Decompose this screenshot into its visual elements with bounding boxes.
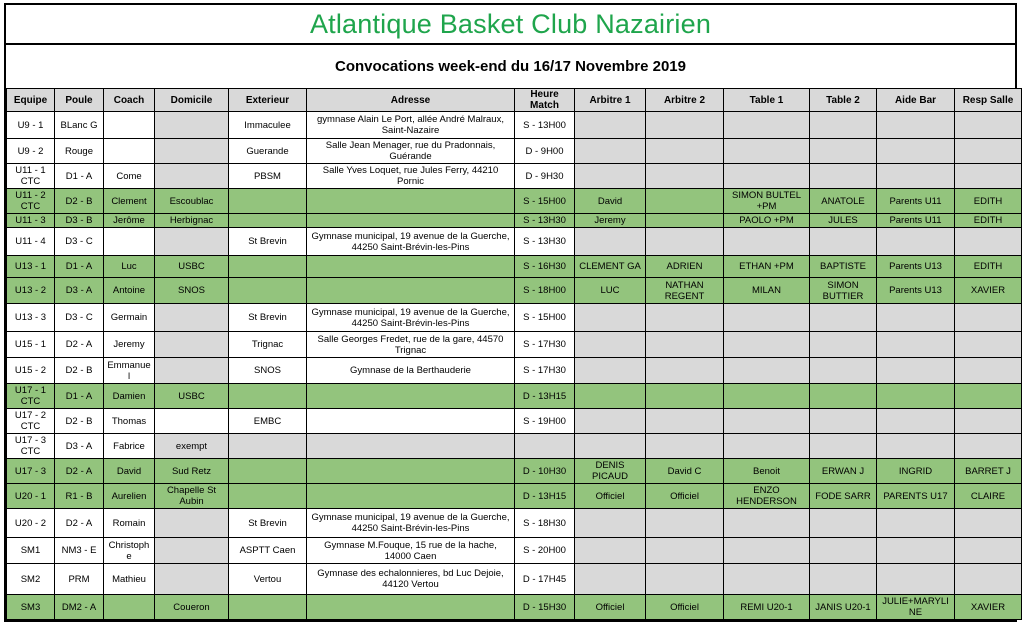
cell-resp-salle xyxy=(955,409,1022,434)
cell-table-2: SIMON BUTTIER xyxy=(810,278,877,304)
column-header-domicile: Domicile xyxy=(155,89,229,112)
cell-table-1 xyxy=(724,139,810,164)
cell-aide-bar xyxy=(877,409,955,434)
club-title: Atlantique Basket Club Nazairien xyxy=(6,5,1015,45)
cell-table-1: ETHAN +PM xyxy=(724,256,810,278)
cell-domicile xyxy=(155,409,229,434)
cell-arbitre-2 xyxy=(646,509,724,538)
cell-table-1 xyxy=(724,509,810,538)
cell-poule: D2 - B xyxy=(55,409,104,434)
cell-arbitre-2: Officiel xyxy=(646,484,724,509)
cell-adresse: Salle Yves Loquet, rue Jules Ferry, 44210 Pornic xyxy=(307,164,515,189)
column-header-equipe: Equipe xyxy=(7,89,55,112)
cell-heure-match: S - 17H30 xyxy=(515,358,575,384)
cell-domicile xyxy=(155,538,229,564)
table-row xyxy=(7,332,1022,358)
cell-heure-match: S - 15H00 xyxy=(515,189,575,214)
cell-arbitre-2 xyxy=(646,409,724,434)
cell-adresse: Gymnase municipal, 19 avenue de la Guerche, 44250 Saint-Brévin-les-Pins xyxy=(307,509,515,538)
cell-table-2: BAPTISTE xyxy=(810,256,877,278)
cell-exterieur: ASPTT Caen xyxy=(229,538,307,564)
cell-aide-bar: Parents U11 xyxy=(877,214,955,228)
column-header-adresse: Adresse xyxy=(307,89,515,112)
cell-adresse: gymnase Alain Le Port, allée André Malraux, Saint-Nazaire xyxy=(307,112,515,139)
column-header-exterieur: Exterieur xyxy=(229,89,307,112)
cell-coach xyxy=(104,139,155,164)
cell-domicile: USBC xyxy=(155,384,229,409)
cell-resp-salle xyxy=(955,304,1022,332)
cell-exterieur: St Brevin xyxy=(229,509,307,538)
cell-equipe: U13 - 1 xyxy=(7,256,55,278)
cell-domicile: Herbignac xyxy=(155,214,229,228)
cell-heure-match: S - 18H00 xyxy=(515,278,575,304)
cell-adresse xyxy=(307,384,515,409)
column-header-heure-match: Heure Match xyxy=(515,89,575,112)
cell-coach: Fabrice xyxy=(104,434,155,459)
table-row xyxy=(7,564,1022,595)
cell-coach: David xyxy=(104,459,155,484)
cell-table-1 xyxy=(724,384,810,409)
table-row xyxy=(7,434,1022,459)
cell-adresse xyxy=(307,459,515,484)
cell-arbitre-1 xyxy=(575,139,646,164)
cell-resp-salle xyxy=(955,228,1022,256)
cell-arbitre-1 xyxy=(575,112,646,139)
cell-heure-match: S - 17H30 xyxy=(515,332,575,358)
cell-table-2: JANIS U20-1 xyxy=(810,595,877,620)
cell-arbitre-1 xyxy=(575,164,646,189)
cell-domicile xyxy=(155,228,229,256)
cell-adresse: Gymnase municipal, 19 avenue de la Guerche, 44250 Saint-Brévin-les-Pins xyxy=(307,304,515,332)
cell-equipe: SM2 xyxy=(7,564,55,595)
cell-heure-match: S - 19H00 xyxy=(515,409,575,434)
cell-aide-bar xyxy=(877,164,955,189)
cell-arbitre-2 xyxy=(646,189,724,214)
cell-poule: D1 - A xyxy=(55,164,104,189)
cell-exterieur: SNOS xyxy=(229,358,307,384)
cell-equipe: U17 - 3 xyxy=(7,459,55,484)
cell-table-1 xyxy=(724,332,810,358)
cell-resp-salle xyxy=(955,434,1022,459)
cell-table-1 xyxy=(724,434,810,459)
cell-heure-match: D - 10H30 xyxy=(515,459,575,484)
column-header-coach: Coach xyxy=(104,89,155,112)
cell-aide-bar xyxy=(877,304,955,332)
cell-table-1: Benoit xyxy=(724,459,810,484)
cell-table-2 xyxy=(810,112,877,139)
cell-exterieur xyxy=(229,595,307,620)
cell-adresse xyxy=(307,409,515,434)
cell-poule: D2 - A xyxy=(55,459,104,484)
cell-coach: Thomas xyxy=(104,409,155,434)
cell-arbitre-2 xyxy=(646,384,724,409)
cell-arbitre-2 xyxy=(646,139,724,164)
table-row xyxy=(7,214,1022,228)
cell-poule: D3 - C xyxy=(55,304,104,332)
cell-aide-bar xyxy=(877,332,955,358)
cell-equipe: U13 - 2 xyxy=(7,278,55,304)
cell-domicile: Escoublac xyxy=(155,189,229,214)
cell-heure-match: D - 13H15 xyxy=(515,484,575,509)
cell-resp-salle xyxy=(955,384,1022,409)
cell-aide-bar: Parents U13 xyxy=(877,256,955,278)
cell-table-1 xyxy=(724,228,810,256)
header-row xyxy=(7,89,1022,112)
cell-table-2 xyxy=(810,564,877,595)
cell-domicile xyxy=(155,358,229,384)
cell-coach: Mathieu xyxy=(104,564,155,595)
column-header-aide-bar: Aide Bar xyxy=(877,89,955,112)
cell-table-2: JULES xyxy=(810,214,877,228)
cell-equipe: U20 - 1 xyxy=(7,484,55,509)
cell-resp-salle: EDITH xyxy=(955,189,1022,214)
convocations-subtitle: Convocations week-end du 16/17 Novembre 2019 xyxy=(335,58,686,75)
cell-poule: D3 - B xyxy=(55,214,104,228)
cell-adresse: Gymnase municipal, 19 avenue de la Guerche, 44250 Saint-Brévin-les-Pins xyxy=(307,228,515,256)
cell-equipe: U13 - 3 xyxy=(7,304,55,332)
cell-arbitre-1 xyxy=(575,358,646,384)
cell-exterieur: Vertou xyxy=(229,564,307,595)
table-row xyxy=(7,139,1022,164)
cell-arbitre-1 xyxy=(575,564,646,595)
cell-domicile xyxy=(155,164,229,189)
cell-exterieur xyxy=(229,459,307,484)
cell-coach: Clement xyxy=(104,189,155,214)
cell-equipe: U11 - 4 xyxy=(7,228,55,256)
cell-equipe: U17 - 2 CTC xyxy=(7,409,55,434)
cell-resp-salle xyxy=(955,509,1022,538)
cell-domicile xyxy=(155,112,229,139)
cell-heure-match: D - 9H00 xyxy=(515,139,575,164)
cell-poule: DM2 - A xyxy=(55,595,104,620)
cell-arbitre-1: DENIS PICAUD xyxy=(575,459,646,484)
cell-domicile xyxy=(155,564,229,595)
cell-table-2: ANATOLE xyxy=(810,189,877,214)
cell-arbitre-2 xyxy=(646,304,724,332)
column-header-poule: Poule xyxy=(55,89,104,112)
cell-domicile xyxy=(155,332,229,358)
cell-heure-match: D - 15H30 xyxy=(515,595,575,620)
cell-aide-bar xyxy=(877,509,955,538)
cell-adresse xyxy=(307,256,515,278)
cell-exterieur: St Brevin xyxy=(229,304,307,332)
cell-table-1 xyxy=(724,112,810,139)
cell-coach: Antoine xyxy=(104,278,155,304)
cell-table-2 xyxy=(810,332,877,358)
cell-adresse xyxy=(307,434,515,459)
cell-aide-bar: JULIE+MARYLINE xyxy=(877,595,955,620)
cell-poule: D3 - A xyxy=(55,434,104,459)
cell-heure-match: S - 13H30 xyxy=(515,214,575,228)
cell-table-2 xyxy=(810,228,877,256)
cell-coach: Romain xyxy=(104,509,155,538)
table-row xyxy=(7,304,1022,332)
cell-table-2 xyxy=(810,358,877,384)
cell-exterieur xyxy=(229,256,307,278)
cell-table-2: ERWAN J xyxy=(810,459,877,484)
cell-table-1: SIMON BULTEL +PM xyxy=(724,189,810,214)
cell-equipe: SM3 xyxy=(7,595,55,620)
cell-poule: D2 - B xyxy=(55,358,104,384)
cell-arbitre-2 xyxy=(646,358,724,384)
cell-coach: Luc xyxy=(104,256,155,278)
cell-arbitre-1 xyxy=(575,304,646,332)
cell-domicile: exempt xyxy=(155,434,229,459)
cell-domicile: Chapelle St Aubin xyxy=(155,484,229,509)
cell-equipe: U11 - 2 CTC xyxy=(7,189,55,214)
cell-exterieur xyxy=(229,434,307,459)
cell-resp-salle xyxy=(955,538,1022,564)
cell-arbitre-1 xyxy=(575,228,646,256)
cell-aide-bar xyxy=(877,228,955,256)
cell-exterieur xyxy=(229,384,307,409)
cell-arbitre-2 xyxy=(646,564,724,595)
cell-adresse: Salle Jean Menager, rue du Pradonnais, Guérande xyxy=(307,139,515,164)
cell-arbitre-2 xyxy=(646,332,724,358)
cell-adresse: Gymnase de la Berthauderie xyxy=(307,358,515,384)
cell-table-1: MILAN xyxy=(724,278,810,304)
cell-arbitre-1: David xyxy=(575,189,646,214)
cell-aide-bar: INGRID xyxy=(877,459,955,484)
cell-aide-bar xyxy=(877,139,955,164)
cell-arbitre-1 xyxy=(575,409,646,434)
cell-heure-match: D - 13H15 xyxy=(515,384,575,409)
table-row xyxy=(7,256,1022,278)
cell-aide-bar xyxy=(877,434,955,459)
cell-exterieur: Trignac xyxy=(229,332,307,358)
table-row xyxy=(7,538,1022,564)
cell-resp-salle xyxy=(955,332,1022,358)
cell-coach xyxy=(104,595,155,620)
cell-arbitre-2 xyxy=(646,214,724,228)
cell-domicile: Sud Retz xyxy=(155,459,229,484)
cell-heure-match xyxy=(515,434,575,459)
cell-poule: D2 - A xyxy=(55,332,104,358)
cell-table-2 xyxy=(810,304,877,332)
cell-arbitre-1 xyxy=(575,434,646,459)
cell-poule: D3 - A xyxy=(55,278,104,304)
cell-table-1: REMI U20-1 xyxy=(724,595,810,620)
cell-equipe: U17 - 1 CTC xyxy=(7,384,55,409)
cell-poule: Rouge xyxy=(55,139,104,164)
cell-exterieur: Guerande xyxy=(229,139,307,164)
cell-arbitre-2 xyxy=(646,434,724,459)
cell-arbitre-1 xyxy=(575,509,646,538)
cell-arbitre-1: CLEMENT GA xyxy=(575,256,646,278)
table-row xyxy=(7,228,1022,256)
cell-table-1 xyxy=(724,564,810,595)
cell-domicile: Coueron xyxy=(155,595,229,620)
cell-arbitre-2 xyxy=(646,112,724,139)
cell-exterieur: Immaculee xyxy=(229,112,307,139)
column-header-resp-salle: Resp Salle xyxy=(955,89,1022,112)
cell-poule: NM3 - E xyxy=(55,538,104,564)
cell-poule: PRM xyxy=(55,564,104,595)
cell-aide-bar: Parents U11 xyxy=(877,189,955,214)
cell-equipe: SM1 xyxy=(7,538,55,564)
cell-exterieur xyxy=(229,278,307,304)
cell-exterieur: St Brevin xyxy=(229,228,307,256)
cell-equipe: U15 - 2 xyxy=(7,358,55,384)
cell-aide-bar xyxy=(877,384,955,409)
cell-table-1 xyxy=(724,409,810,434)
cell-equipe: U9 - 1 xyxy=(7,112,55,139)
cell-resp-salle xyxy=(955,164,1022,189)
table-row xyxy=(7,112,1022,139)
cell-resp-salle xyxy=(955,358,1022,384)
cell-domicile: USBC xyxy=(155,256,229,278)
cell-table-1: ENZO HENDERSON xyxy=(724,484,810,509)
cell-poule: D2 - B xyxy=(55,189,104,214)
cell-resp-salle xyxy=(955,139,1022,164)
cell-table-2 xyxy=(810,384,877,409)
cell-resp-salle xyxy=(955,112,1022,139)
cell-table-1 xyxy=(724,358,810,384)
cell-heure-match: D - 9H30 xyxy=(515,164,575,189)
cell-coach: Damien xyxy=(104,384,155,409)
cell-arbitre-1: Jeremy xyxy=(575,214,646,228)
table-row xyxy=(7,358,1022,384)
cell-coach: Aurelien xyxy=(104,484,155,509)
cell-poule: R1 - B xyxy=(55,484,104,509)
document-frame xyxy=(4,3,1017,622)
cell-arbitre-2: Officiel xyxy=(646,595,724,620)
cell-aide-bar xyxy=(877,112,955,139)
cell-exterieur xyxy=(229,214,307,228)
table-row xyxy=(7,509,1022,538)
cell-arbitre-1 xyxy=(575,332,646,358)
cell-poule: D2 - A xyxy=(55,509,104,538)
cell-table-2: FODE SARR xyxy=(810,484,877,509)
cell-resp-salle: XAVIER xyxy=(955,278,1022,304)
cell-arbitre-1: LUC xyxy=(575,278,646,304)
cell-coach: Germain xyxy=(104,304,155,332)
cell-aide-bar xyxy=(877,358,955,384)
cell-table-1 xyxy=(724,304,810,332)
cell-adresse xyxy=(307,214,515,228)
cell-adresse xyxy=(307,278,515,304)
cell-coach xyxy=(104,112,155,139)
cell-poule: BLanc G xyxy=(55,112,104,139)
cell-equipe: U15 - 1 xyxy=(7,332,55,358)
cell-table-2 xyxy=(810,409,877,434)
cell-domicile xyxy=(155,304,229,332)
cell-coach xyxy=(104,228,155,256)
cell-heure-match: S - 18H30 xyxy=(515,509,575,538)
cell-adresse xyxy=(307,189,515,214)
column-header-arbitre-1: Arbitre 1 xyxy=(575,89,646,112)
cell-heure-match: S - 20H00 xyxy=(515,538,575,564)
cell-arbitre-2: NATHAN REGENT xyxy=(646,278,724,304)
cell-exterieur: EMBC xyxy=(229,409,307,434)
cell-arbitre-1 xyxy=(575,538,646,564)
cell-adresse: Gymnase des echalonnieres, bd Luc Dejoie, 44120 Vertou xyxy=(307,564,515,595)
cell-equipe: U20 - 2 xyxy=(7,509,55,538)
cell-arbitre-1: Officiel xyxy=(575,484,646,509)
cell-table-1 xyxy=(724,164,810,189)
cell-resp-salle: XAVIER xyxy=(955,595,1022,620)
cell-table-1 xyxy=(724,538,810,564)
table-row xyxy=(7,459,1022,484)
cell-aide-bar: Parents U13 xyxy=(877,278,955,304)
table-row xyxy=(7,384,1022,409)
convocations-table xyxy=(6,88,1022,620)
cell-exterieur xyxy=(229,189,307,214)
cell-coach: Emmanuel xyxy=(104,358,155,384)
cell-resp-salle: EDITH xyxy=(955,256,1022,278)
cell-adresse: Salle Georges Fredet, rue de la gare, 44570 Trignac xyxy=(307,332,515,358)
cell-poule: D1 - A xyxy=(55,384,104,409)
cell-coach: Jerôme xyxy=(104,214,155,228)
cell-exterieur: PBSM xyxy=(229,164,307,189)
cell-table-1: PAOLO +PM xyxy=(724,214,810,228)
cell-aide-bar xyxy=(877,538,955,564)
cell-adresse xyxy=(307,484,515,509)
cell-equipe: U17 - 3 CTC xyxy=(7,434,55,459)
cell-coach: Come xyxy=(104,164,155,189)
column-header-arbitre-2: Arbitre 2 xyxy=(646,89,724,112)
cell-poule: D1 - A xyxy=(55,256,104,278)
cell-poule: D3 - C xyxy=(55,228,104,256)
cell-resp-salle: BARRET J xyxy=(955,459,1022,484)
table-row xyxy=(7,409,1022,434)
cell-heure-match: S - 15H00 xyxy=(515,304,575,332)
cell-equipe: U11 - 3 xyxy=(7,214,55,228)
table-row xyxy=(7,484,1022,509)
column-header-table-2: Table 2 xyxy=(810,89,877,112)
cell-resp-salle: EDITH xyxy=(955,214,1022,228)
cell-coach: Jeremy xyxy=(104,332,155,358)
cell-equipe: U11 - 1 CTC xyxy=(7,164,55,189)
cell-adresse xyxy=(307,595,515,620)
cell-equipe: U9 - 2 xyxy=(7,139,55,164)
cell-heure-match: S - 13H00 xyxy=(515,112,575,139)
cell-exterieur xyxy=(229,484,307,509)
cell-heure-match: D - 17H45 xyxy=(515,564,575,595)
cell-resp-salle xyxy=(955,564,1022,595)
cell-arbitre-1 xyxy=(575,384,646,409)
cell-table-2 xyxy=(810,509,877,538)
cell-aide-bar: PARENTS U17 xyxy=(877,484,955,509)
cell-coach: Christophe xyxy=(104,538,155,564)
cell-arbitre-2 xyxy=(646,538,724,564)
cell-arbitre-2 xyxy=(646,228,724,256)
cell-heure-match: S - 13H30 xyxy=(515,228,575,256)
cell-arbitre-1: Officiel xyxy=(575,595,646,620)
cell-table-2 xyxy=(810,538,877,564)
cell-table-2 xyxy=(810,164,877,189)
table-row xyxy=(7,164,1022,189)
cell-aide-bar xyxy=(877,564,955,595)
cell-arbitre-2: David C xyxy=(646,459,724,484)
cell-adresse: Gymnase M.Fouque, 15 rue de la hache, 14000 Caen xyxy=(307,538,515,564)
cell-arbitre-2 xyxy=(646,164,724,189)
table-row xyxy=(7,189,1022,214)
cell-domicile xyxy=(155,509,229,538)
table-row xyxy=(7,595,1022,620)
cell-table-2 xyxy=(810,434,877,459)
cell-domicile: SNOS xyxy=(155,278,229,304)
cell-domicile xyxy=(155,139,229,164)
cell-arbitre-2: ADRIEN xyxy=(646,256,724,278)
table-row xyxy=(7,278,1022,304)
cell-heure-match: S - 16H30 xyxy=(515,256,575,278)
cell-table-2 xyxy=(810,139,877,164)
cell-resp-salle: CLAIRE xyxy=(955,484,1022,509)
column-header-table-1: Table 1 xyxy=(724,89,810,112)
